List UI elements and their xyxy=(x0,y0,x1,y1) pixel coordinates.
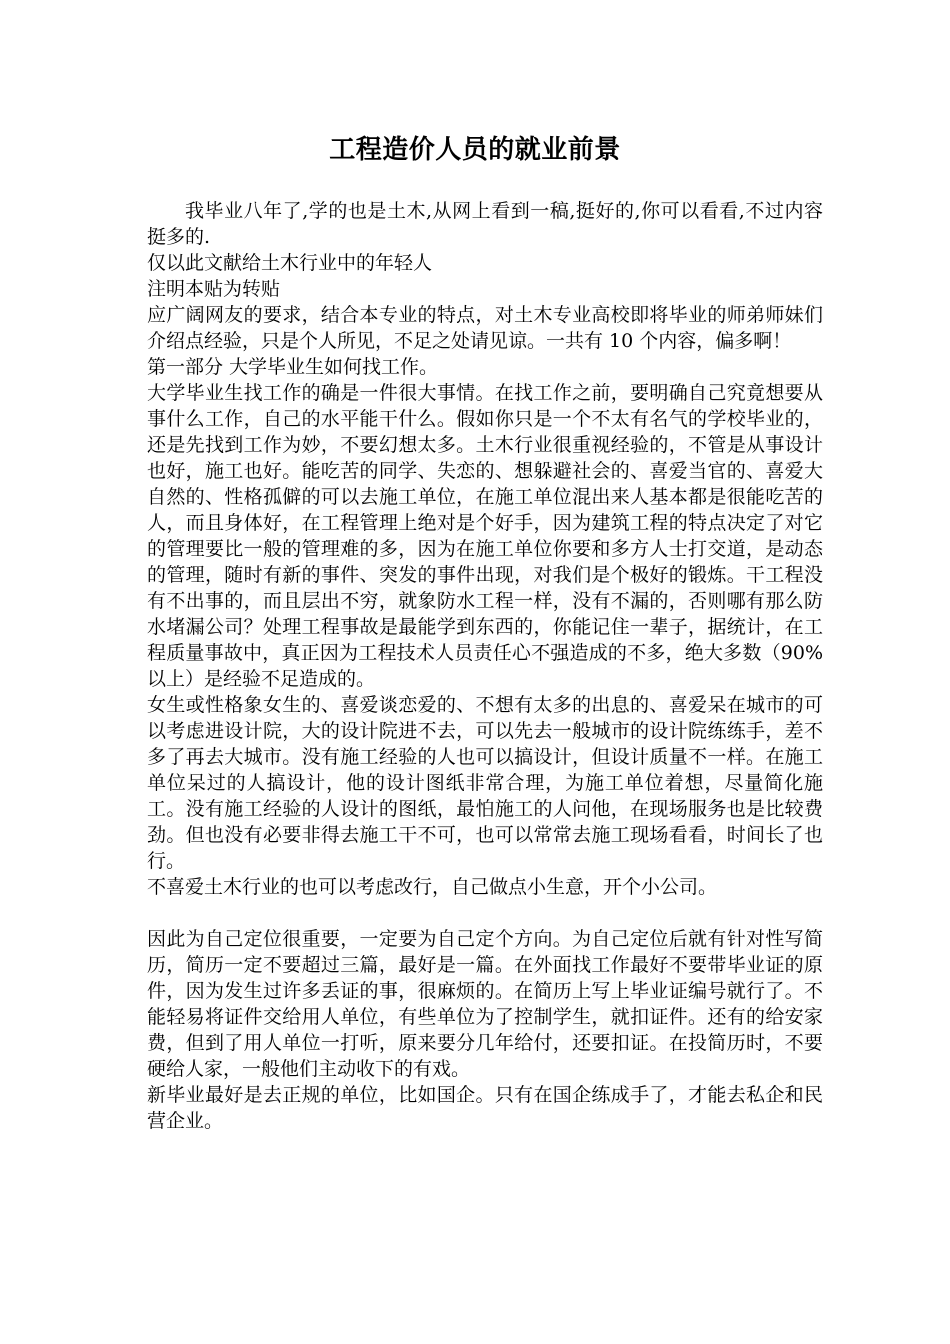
section-heading-part-one: 第一部分 大学毕业生如何找工作。 xyxy=(147,356,439,378)
paragraph-repost-note: 注明本贴为转贴 xyxy=(147,278,281,300)
paragraph-dedication: 仅以此文献给土木行业中的年轻人 xyxy=(147,252,433,274)
paragraph-job-search: 大学毕业生找工作的确是一件很大事情。在找工作之前，要明确自己究竟想要从事什么工作，自己的水平能干什么。假如你只是一个不太有名气的学校毕业的，还是先找到工作为妙，不要幻想太多。土木行业很重视经验的，不管是从事设计也好，施工也好。能吃苦的同学、失恋的、想躲避社会的、喜爱当官的、喜爱大自然的、性格孤僻的可以去施工单位，在施工单位混出来人基本都是很能吃苦的人，而且身体好，在工程管理上绝对是个好手，因为建筑工程的特点决定了对它的管理要比一般的管理难的多，因为在施工单位你要和多方人士打交道，是动态的管理，随时有新的事件、突发的事件出现，对我们是个极好的锻炼。干工程没有不出事的，而且层出不穷，就象防水工程一样，没有不漏的，否则哪有那么防水堵漏公司？处理工程事故是最能学到东西的，你能记住一辈子，据统计，在工程质量事故中，真正因为工程技术人员责任心不强造成的不多，绝大多数（90%以上）是经验不足造成的。 xyxy=(147,382,823,690)
document-title: 工程造价人员的就业前景 xyxy=(329,135,621,165)
document-body xyxy=(147,198,823,1134)
paragraph-preface: 应广阔网友的要求，结合本专业的特点，对土木专业高校即将毕业的师弟师妹们介绍点经验，只是个人所见，不足之处请见谅。一共有 10 个内容，偏多啊！ xyxy=(147,304,823,352)
paragraph-intro: 我毕业八年了,学的也是土木,从网上看到一稿,挺好的,你可以看看,不过内容挺多的. xyxy=(147,200,823,248)
paragraph-career-change: 不喜爱土木行业的也可以考虑改行，自己做点小生意，开个小公司。 xyxy=(147,876,718,898)
paragraph-state-enterprise: 新毕业最好是去正规的单位，比如国企。只有在国企练成手了，才能去私企和民营企业。 xyxy=(147,1084,823,1132)
paragraph-design-institute: 女生或性格象女生的、喜爱谈恋爱的、不想有太多的出息的、喜爱呆在城市的可以考虑进设计院，大的设计院进不去，可以先去一般城市的设计院练练手，差不多了再去大城市。没有施工经验的人也可以搞设计，但设计质量不一样。在施工单位呆过的人搞设计，他的设计图纸非常合理，为施工单位着想，尽量简化施工。没有施工经验的人设计的图纸，最怕施工的人问他，在现场服务也是比较费劲。但也没有必要非得去施工干不可，也可以常常去施工现场看看，时间长了也行。 xyxy=(147,694,823,872)
paragraph-resume: 因此为自己定位很重要，一定要为自己定个方向。为自己定位后就有针对性写简历，简历一定不要超过三篇，最好是一篇。在外面找工作最好不要带毕业证的原件，因为发生过许多丢证的事，很麻烦的。在简历上写上毕业证编号就行了。不能轻易将证件交给用人单位，有些单位为了控制学生，就扣证件。还有的给安家费，但到了用人单位一打听，原来要分几年给付，还要扣证。在投简历时，不要硬给人家，一般他们主动收下的有戏。 xyxy=(147,928,823,1080)
blank-line xyxy=(147,900,823,926)
